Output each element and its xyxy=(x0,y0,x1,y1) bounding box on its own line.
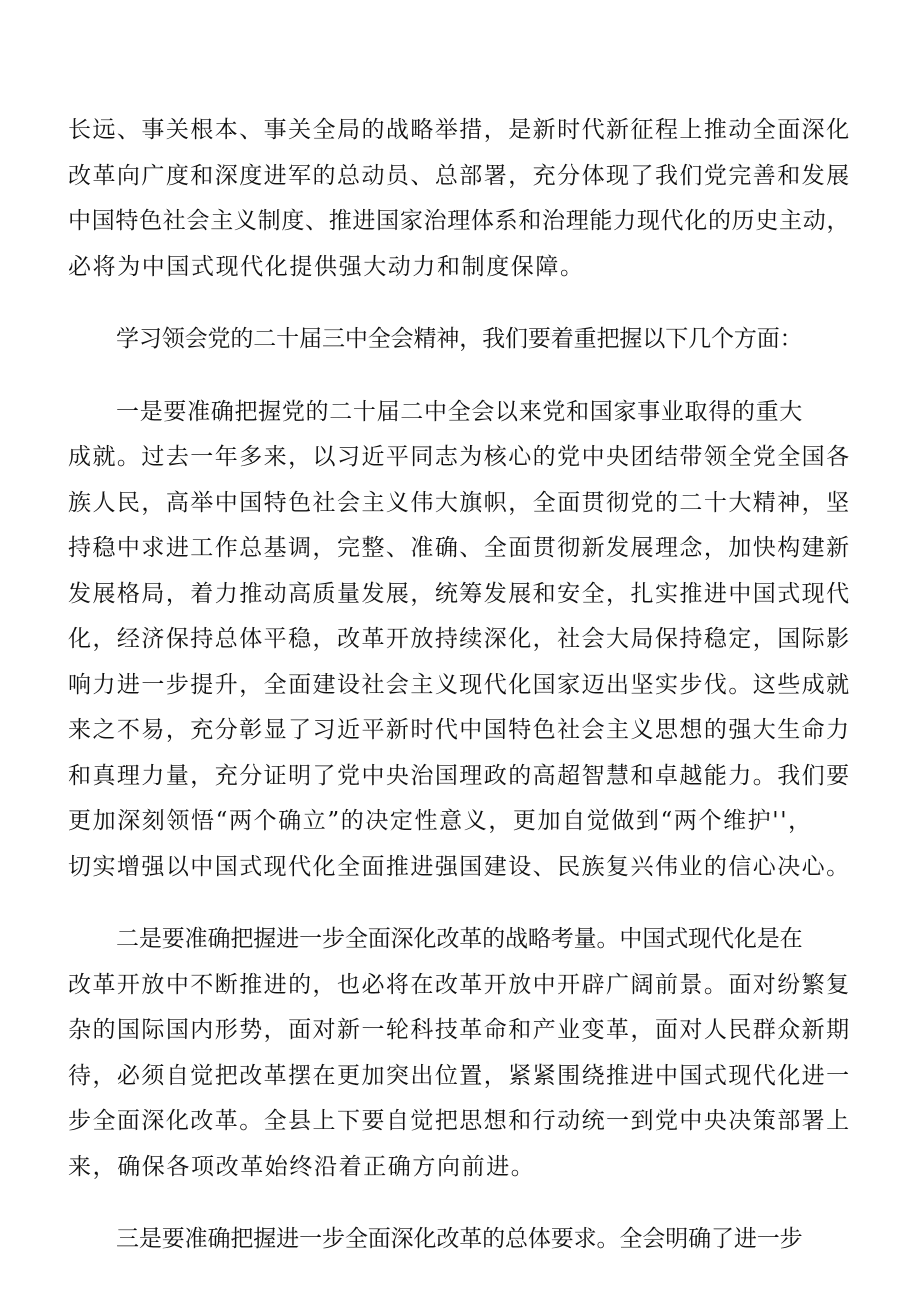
paragraph-point-one xyxy=(68,390,852,891)
text-line: 中国特色社会主义制度、推进国家治理体系和治理能力现代化的历史主动， xyxy=(68,208,851,234)
text-line: 改革向广度和深度进军的总动员、总部署，充分体现了我们党完善和发展 xyxy=(68,162,851,189)
text-line: 持稳中求进工作总基调，完整、准确、全面贯彻新发展理念，加快构建新 xyxy=(68,535,851,561)
text-line: 待，必须自觉把改革摆在更加突出位置，紧紧围绕推进中国式现代化进一 xyxy=(68,1062,851,1089)
text-line: 族人民，高举中国特色社会主义伟大旗帜，全面贯彻党的二十大精神，坚 xyxy=(68,489,851,516)
text-line: 必将为中国式现代化提供强大动力和制度保障。 xyxy=(68,253,585,280)
text-line: 长远、事关根本、事关全局的战略举措，是新时代新征程上推动全面深化 xyxy=(68,117,851,143)
paragraph-intro xyxy=(68,317,852,363)
text-line: 二是要准确把握进一步全面深化改革的战略考量。中国式现代化是在 xyxy=(116,926,803,952)
text-line: 一是要准确把握党的二十届二中全会以来党和国家事业取得的重大 xyxy=(116,398,803,425)
text-line: 响力进一步提升，全面建设社会主义现代化国家迈出坚实步伐。这些成就 xyxy=(68,671,851,698)
text-line: 来之不易，充分彰显了习近平新时代中国特色社会主义思想的强大生命力 xyxy=(68,717,851,743)
paragraph-point-three xyxy=(68,1217,852,1263)
paragraph-continuation xyxy=(68,108,852,290)
text-line: 杂的国际国内形势，面对新一轮科技革命和产业变革，面对人民群众新期 xyxy=(68,1017,851,1043)
text-line: 成就。过去一年多来，以习近平同志为核心的党中央团结带领全党全国各 xyxy=(68,444,851,470)
paragraph-point-two xyxy=(68,917,852,1190)
text-line: 三是要准确把握进一步全面深化改革的总体要求。全会明确了进一步 xyxy=(116,1226,803,1252)
text-line: 学习领会党的二十届三中全会精神，我们要着重把握以下几个方面： xyxy=(116,326,803,352)
text-line: 化，经济保持总体平稳，改革开放持续深化，社会大局保持稳定，国际影 xyxy=(68,626,851,652)
text-line: 发展格局，着力推动高质量发展，统筹发展和安全，扎实推进中国式现代 xyxy=(68,580,851,607)
text-line: 来，确保各项改革始终沿着正确方向前进。 xyxy=(68,1153,536,1180)
text-line: 切实增强以中国式现代化全面推进强国建设、民族复兴伟业的信心决心。 xyxy=(68,853,851,880)
text-line: 更加深刻领悟“两个确立”的决定性意义，更加自觉做到“两个维护''， xyxy=(68,808,813,834)
text-line: 步全面深化改革。全县上下要自觉把思想和行动统一到党中央决策部署上 xyxy=(68,1108,851,1134)
text-line: 和真理力量，充分证明了党中央治国理政的高超智慧和卓越能力。我们要 xyxy=(68,762,851,789)
text-line: 改革开放中不断推进的，也必将在改革开放中开辟广阔前景。面对纷繁复 xyxy=(68,971,851,998)
